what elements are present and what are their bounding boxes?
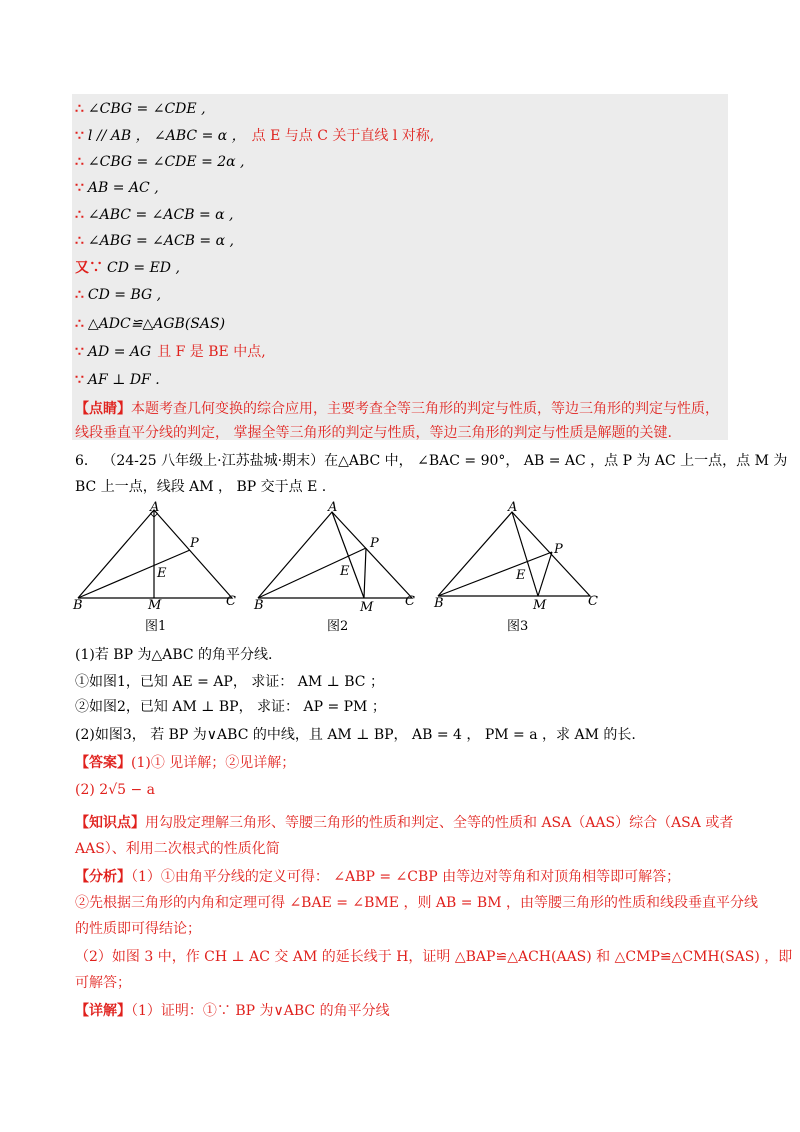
fig1-label-A: A <box>150 500 160 515</box>
fig1-label-B: B <box>73 598 83 613</box>
fig2-label-M: M <box>360 600 374 615</box>
analysis-line-4: （2）如图 3 中，作 CH ⊥ AC 交 AM 的延长线于 H，证明 △BAP≌△ACH(AAS) 和 △CMP≌△CMH(SAS) ，即 <box>75 949 793 965</box>
proof-text: AD = AG <box>87 344 152 360</box>
question-1: (1)若 BP 为△ABC 的角平分线. <box>75 647 273 663</box>
proof-line <box>75 127 434 145</box>
fig1-label-M: M <box>148 598 162 613</box>
question-1b: ②如图2，已知 AM ⊥ BP， 求证： AP = PM ； <box>75 699 386 715</box>
proof-text: ∠ABC = ∠ACB = α , <box>87 207 234 223</box>
proof-symbol: ∵ <box>75 128 84 144</box>
fig2-label-B: B <box>254 598 264 613</box>
fig1-label-P: P <box>190 536 199 551</box>
fig3-caption: 图3 <box>507 619 529 634</box>
proof-symbol: 又∵ <box>75 260 103 276</box>
proof-extra: 点 E 与点 C 关于直线 l 对称, <box>251 128 435 144</box>
analysis-line-5: 可解答； <box>75 975 131 991</box>
fig2-label-E: E <box>340 564 350 579</box>
fig1-label-C: C <box>226 594 236 609</box>
fig3-label-M: M <box>533 598 547 613</box>
proof-text: AF ⊥ DF . <box>87 372 160 388</box>
proof-symbol: ∴ <box>75 154 84 170</box>
proof-symbol: ∴ <box>75 233 84 249</box>
problem-line-2: BC 上一点，线段 AM ， BP 交于点 E . <box>75 479 327 495</box>
figure-1 <box>72 500 252 615</box>
proof-symbol: ∵ <box>75 372 84 388</box>
proof-text: ∠ABG = ∠ACB = α , <box>87 233 234 249</box>
answer-part-2: (2) 2√5 − a <box>75 782 155 798</box>
comment-line-1: 【点睛】本题考查几何变换的综合应用，主要考查全等三角形的判定与性质，等边三角形的判定与性质， <box>75 401 719 417</box>
proof-text: l // AB ， ∠ABC = α ， <box>87 128 246 144</box>
problem-line-1: 6． （24-25 八年级上·江苏盐城·期末）在△ABC 中， ∠BAC = 90°， AB = AC ，点 P 为 AC 上一点，点 M 为 <box>75 453 788 469</box>
proof-line <box>75 371 160 389</box>
proof-extra: 且 F 是 BE 中点, <box>157 344 266 360</box>
fig3-label-A: A <box>508 500 518 515</box>
fig3-label-C: C <box>588 594 598 609</box>
proof-symbol: ∴ <box>75 207 84 223</box>
proof-text: CD = BG , <box>87 287 162 303</box>
fig3-label-E: E <box>516 568 526 583</box>
proof-line <box>75 100 206 118</box>
fig2-label-C: C <box>405 594 415 609</box>
proof-line <box>75 153 245 171</box>
figure-3 <box>432 500 612 615</box>
question-1a: ①如图1，已知 AE = AP， 求证： AM ⊥ BC ； <box>75 674 384 690</box>
proof-symbol: ∴ <box>75 287 84 303</box>
proof-line <box>75 179 159 197</box>
proof-text: ∠CBG = ∠CDE = 2α , <box>87 154 245 170</box>
proof-symbol: ∴ <box>75 316 84 332</box>
detail-line: 【详解】（1）证明：①∵ BP 为∨ABC 的角平分线 <box>75 1003 390 1019</box>
proof-text: CD = ED , <box>107 260 180 276</box>
fig1-label-E: E <box>157 566 167 581</box>
proof-line <box>75 259 180 277</box>
proof-line <box>75 286 161 304</box>
proof-symbol: ∴ <box>75 101 84 117</box>
analysis-line-1: 【分析】（1）①由角平分线的定义可得： ∠ABP = ∠CBP 由等边对等角和对顶角相等即可解答； <box>75 869 681 885</box>
knowledge-line-2: AAS）、利用二次根式的性质化简 <box>75 841 280 857</box>
fig2-label-P: P <box>370 536 379 551</box>
proof-line <box>75 343 266 361</box>
knowledge-line-1: 【知识点】用勾股定理解三角形、等腰三角形的性质和判定、全等的性质和 ASA（AAS）综合（ASA 或者 <box>75 815 734 831</box>
fig3-label-P: P <box>554 542 563 557</box>
proof-text: △ADC≌△AGB(SAS) <box>87 316 226 332</box>
proof-line <box>75 206 233 224</box>
answer-line: 【答案】(1)① 见详解；②见详解； <box>75 755 296 771</box>
question-2: (2)如图3， 若 BP 为∨ABC 的中线，且 AM ⊥ BP， AB = 4 ， PM = a ，求 AM 的长. <box>75 727 636 743</box>
fig2-caption: 图2 <box>327 619 349 634</box>
analysis-line-2: ②先根据三角形的内角和定理可得 ∠BAE = ∠BME ，则 AB = BM ，由等腰三角形的性质和线段垂直平分线 <box>75 895 759 911</box>
proof-line <box>75 315 225 333</box>
comment-line-2: 线段垂直平分线的判定， 掌握全等三角形的判定与性质，等边三角形的判定与性质是解题的关键. <box>75 425 672 441</box>
proof-line <box>75 232 234 250</box>
proof-symbol: ∵ <box>75 344 84 360</box>
proof-symbol: ∵ <box>75 180 84 196</box>
fig1-caption: 图1 <box>145 619 167 634</box>
fig2-label-A: A <box>328 500 338 515</box>
proof-text: ∠CBG = ∠CDE , <box>87 101 206 117</box>
fig3-label-B: B <box>434 596 444 611</box>
proof-text: AB = AC , <box>87 180 159 196</box>
analysis-line-3: 的性质即可得结论； <box>75 921 201 937</box>
